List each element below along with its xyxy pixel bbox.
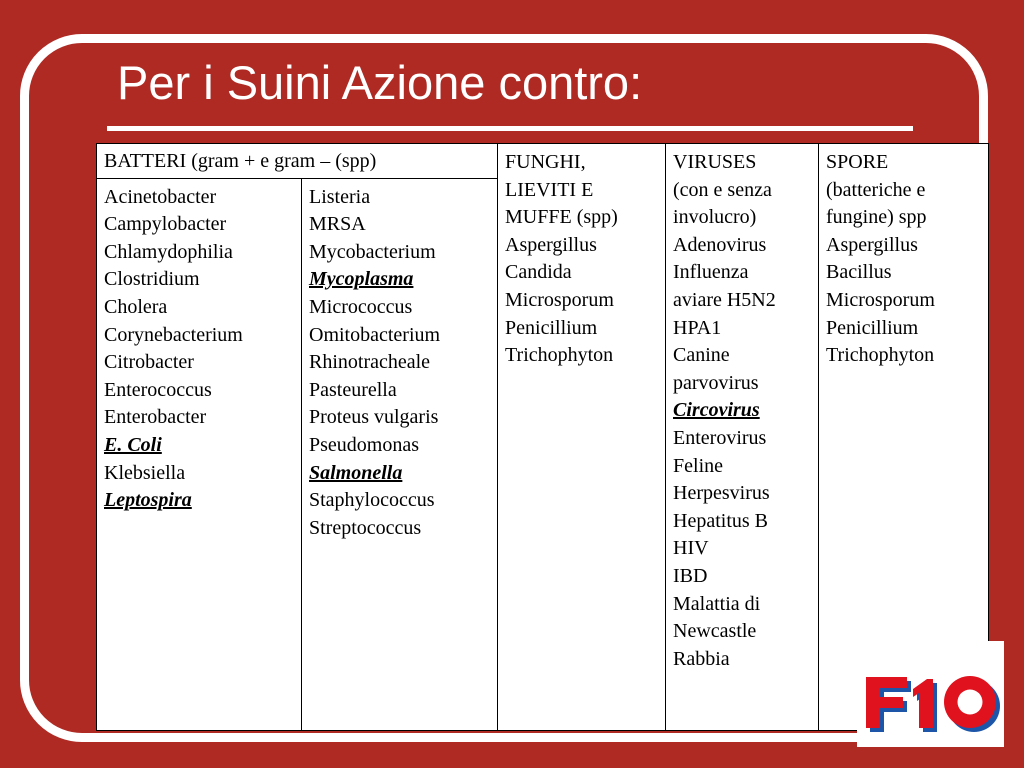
virus-item: aviare H5N2 bbox=[673, 288, 776, 311]
bacterium-item: MRSA bbox=[309, 213, 366, 236]
virus-item: Rabbia bbox=[673, 647, 730, 670]
bacterium-item-highlighted: Salmonella bbox=[309, 461, 403, 484]
bacterium-item-highlighted: E. Coli bbox=[104, 433, 162, 456]
funghi-item: LIEVITI E bbox=[505, 178, 594, 201]
bacterium-item: Staphylococcus bbox=[309, 489, 435, 512]
funghi-item: Aspergillus bbox=[505, 233, 597, 256]
funghi-item: FUNGHI, bbox=[505, 151, 586, 173]
spore-item: Trichophyton bbox=[826, 344, 935, 367]
bacterium-item: Citrobacter bbox=[104, 351, 194, 374]
bacterium-item: Listeria bbox=[309, 185, 371, 208]
spore-item: SPORE bbox=[826, 151, 889, 173]
bacterium-item: Campylobacter bbox=[104, 213, 227, 236]
batteri-list-2 bbox=[302, 178, 498, 730]
spore-item: (batteriche e bbox=[826, 178, 926, 201]
f10-logo-graphic bbox=[857, 641, 1004, 747]
funghi-item: Trichophyton bbox=[505, 344, 614, 367]
bacterium-item: Klebsiella bbox=[104, 461, 186, 484]
logo-ring-inner bbox=[958, 690, 983, 715]
spore-item: Microsporum bbox=[826, 288, 935, 311]
batteri-header: BATTERI (gram + e gram – (spp) bbox=[104, 150, 377, 172]
bacterium-item: Chlamydophilia bbox=[104, 240, 233, 263]
slide-title: Per i Suini Azione contro: bbox=[117, 56, 643, 109]
funghi-cell bbox=[498, 144, 666, 731]
bacterium-item: Acinetobacter bbox=[104, 185, 217, 208]
funghi-item: MUFFE (spp) bbox=[505, 206, 618, 229]
virus-item: IBD bbox=[673, 564, 708, 587]
virus-item: Enterovirus bbox=[673, 426, 767, 449]
viruses-cell bbox=[666, 144, 819, 731]
bacterium-item: Pasteurella bbox=[309, 378, 397, 401]
virus-item: Newcastle bbox=[673, 620, 757, 643]
batteri-header-cell bbox=[97, 144, 498, 179]
bacterium-item: Micrococcus bbox=[309, 295, 413, 318]
virus-item-highlighted: Circovirus bbox=[673, 399, 760, 422]
virus-item: Adenovirus bbox=[673, 233, 767, 256]
virus-item: Influenza bbox=[673, 261, 749, 284]
funghi-item: Microsporum bbox=[505, 288, 614, 311]
bacterium-item: Corynebacterium bbox=[104, 323, 243, 346]
bacterium-item: Clostridium bbox=[104, 268, 200, 291]
bacterium-item: Streptococcus bbox=[309, 516, 422, 539]
title-underline bbox=[107, 126, 913, 131]
bacterium-item: Pseudomonas bbox=[309, 433, 419, 456]
bacterium-item: Proteus vulgaris bbox=[309, 406, 439, 429]
spore-item: Aspergillus bbox=[826, 233, 918, 256]
bacterium-item: Rhinotracheale bbox=[309, 351, 431, 374]
bacterium-item-highlighted: Mycoplasma bbox=[309, 268, 414, 291]
bacterium-item: Omitobacterium bbox=[309, 323, 441, 346]
batteri-list-1 bbox=[97, 178, 302, 730]
bacterium-item-highlighted: Leptospira bbox=[104, 489, 192, 512]
virus-item: HIV bbox=[673, 537, 709, 560]
spore-item: Penicillium bbox=[826, 316, 919, 339]
pathogen-table bbox=[96, 143, 989, 731]
virus-item: parvovirus bbox=[673, 371, 759, 394]
virus-item: Malattia di bbox=[673, 592, 761, 615]
bacterium-item: Cholera bbox=[104, 295, 168, 318]
virus-item: Herpesvirus bbox=[673, 482, 770, 505]
spore-item: Bacillus bbox=[826, 261, 892, 284]
virus-item: Feline bbox=[673, 454, 724, 477]
virus-item: (con e senza bbox=[673, 178, 772, 201]
virus-item: Canine bbox=[673, 344, 730, 367]
bacterium-item: Enterobacter bbox=[104, 406, 207, 429]
spore-item: fungine) spp bbox=[826, 206, 927, 229]
funghi-item: Candida bbox=[505, 261, 572, 284]
virus-item: Hepatitus B bbox=[673, 509, 769, 532]
bacterium-item: Mycobacterium bbox=[309, 240, 436, 263]
virus-item: HPA1 bbox=[673, 316, 722, 339]
virus-item: involucro) bbox=[673, 206, 757, 229]
f10-logo bbox=[857, 641, 1004, 747]
funghi-item: Penicillium bbox=[505, 316, 598, 339]
bacterium-item: Enterococcus bbox=[104, 378, 212, 401]
virus-item: VIRUSES bbox=[673, 151, 757, 173]
